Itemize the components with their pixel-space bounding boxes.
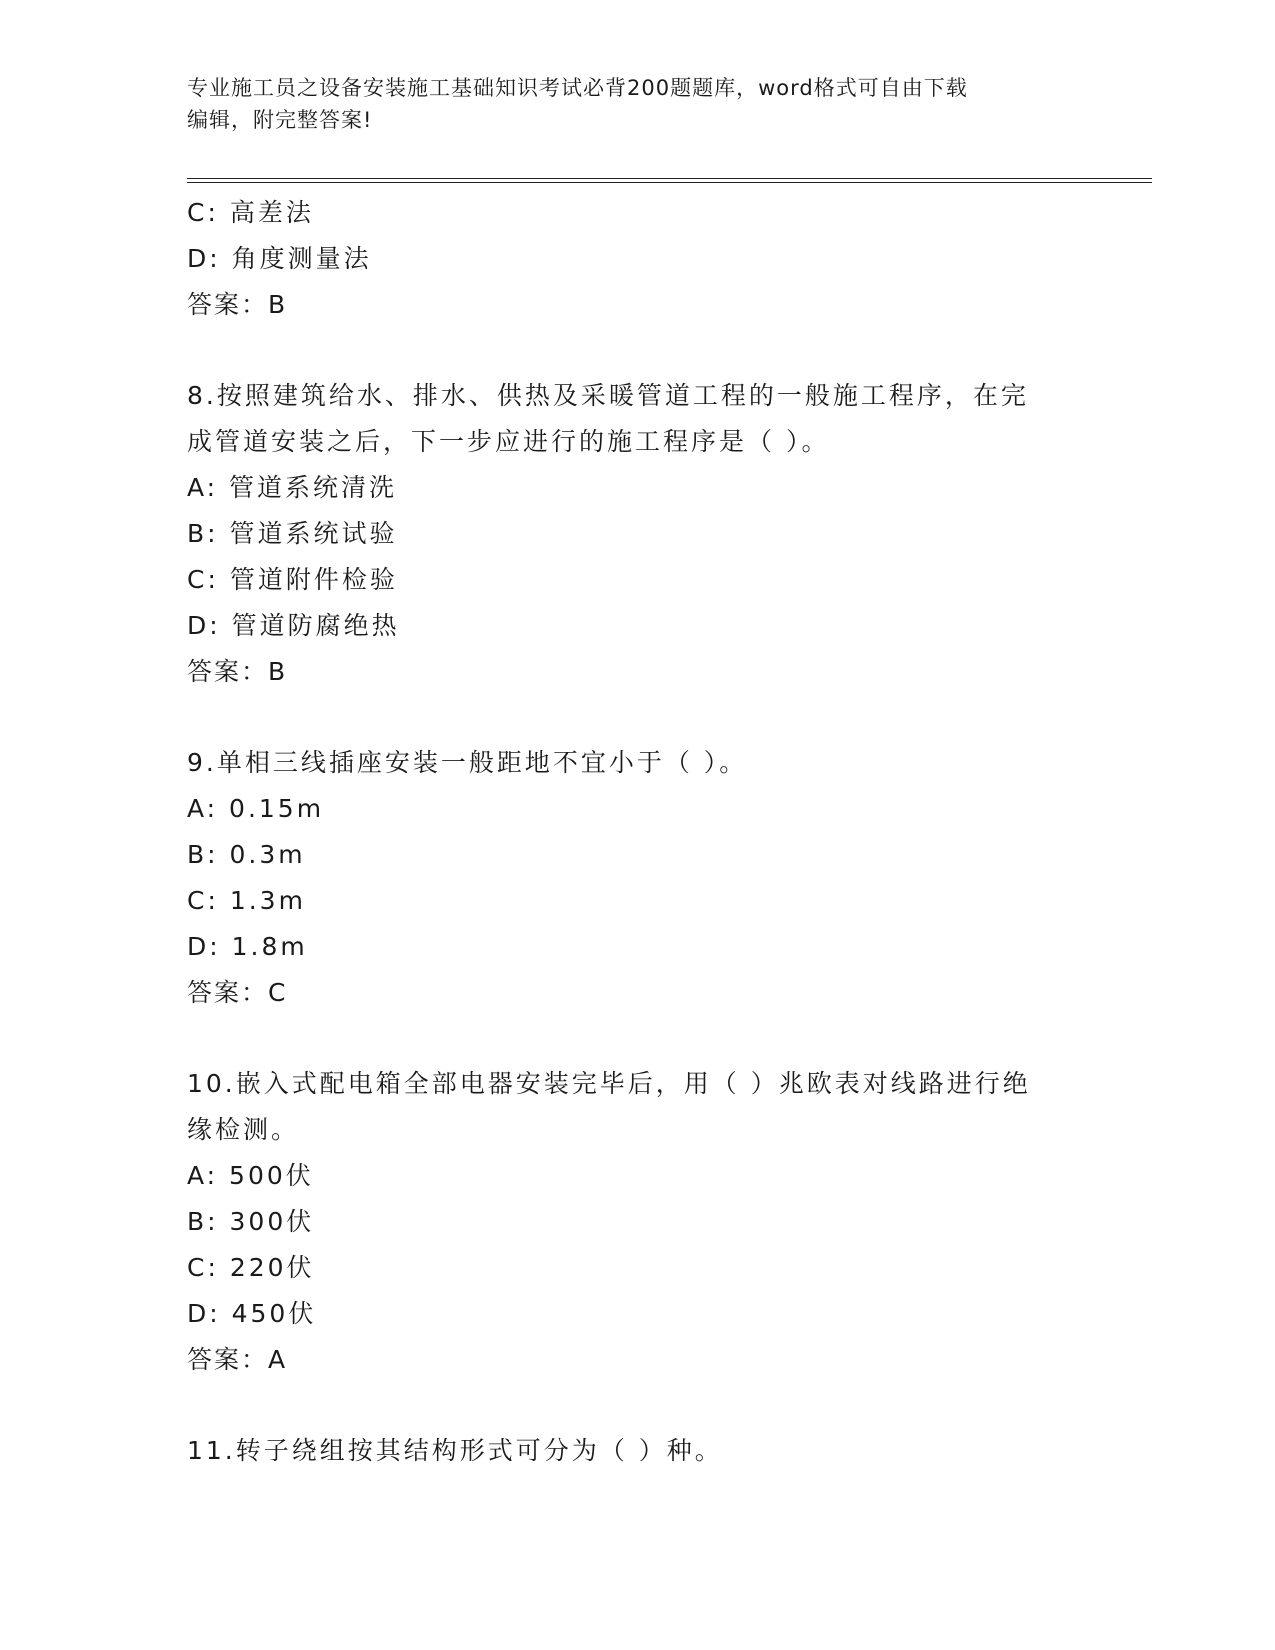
answer-line: 答案：A (187, 1345, 288, 1374)
question-8 (187, 373, 1087, 695)
header-title-line-2: 编辑，附完整答案! (187, 108, 373, 132)
question-10 (187, 1061, 1087, 1383)
option-c: C: 管道附件检验 (187, 565, 398, 594)
document-body (187, 190, 1087, 1474)
option-b: B: 300伏 (187, 1207, 315, 1236)
option-c: C: 高差法 (187, 198, 314, 227)
option-b: B: 0.3m (187, 840, 306, 869)
option-a: A: 管道系统清洗 (187, 473, 398, 502)
spacer (187, 328, 1087, 373)
question-stem-line: 11.转子绕组按其结构形式可分为（ ）种。 (187, 1436, 723, 1465)
answer-line: 答案：B (187, 657, 288, 686)
spacer (187, 695, 1087, 740)
option-c: C: 220伏 (187, 1253, 315, 1282)
spacer (187, 1383, 1087, 1428)
question-stem-line: 成管道安装之后，下一步应进行的施工程序是（ ）。 (187, 427, 830, 456)
answer-line: 答案：C (187, 978, 288, 1007)
header-title-line-1: 专业施工员之设备安装施工基础知识考试必背200题题库，word格式可自由下载 (187, 76, 968, 100)
header-divider (187, 178, 1152, 183)
document-header (187, 72, 1067, 136)
question-stem-line: 8.按照建筑给水、排水、供热及采暖管道工程的一般施工程序，在完 (187, 381, 1029, 410)
option-a: A: 500伏 (187, 1161, 314, 1190)
option-d: D: 管道防腐绝热 (187, 611, 400, 640)
option-d: D: 450伏 (187, 1299, 317, 1328)
question-11 (187, 1428, 1087, 1474)
option-d: D: 1.8m (187, 932, 308, 961)
question-9 (187, 740, 1087, 1016)
option-d: D: 角度测量法 (187, 244, 372, 273)
spacer (187, 1016, 1087, 1061)
option-b: B: 管道系统试验 (187, 519, 398, 548)
question-stem-line: 9.单相三线插座安装一般距地不宜小于（ ）。 (187, 748, 748, 777)
question-stem-line: 10.嵌入式配电箱全部电器安装完毕后，用（ ）兆欧表对线路进行绝 (187, 1069, 1031, 1098)
question-stem-line: 缘检测。 (187, 1115, 300, 1144)
option-c: C: 1.3m (187, 886, 306, 915)
option-a: A: 0.15m (187, 794, 325, 823)
answer-line: 答案：B (187, 290, 288, 319)
